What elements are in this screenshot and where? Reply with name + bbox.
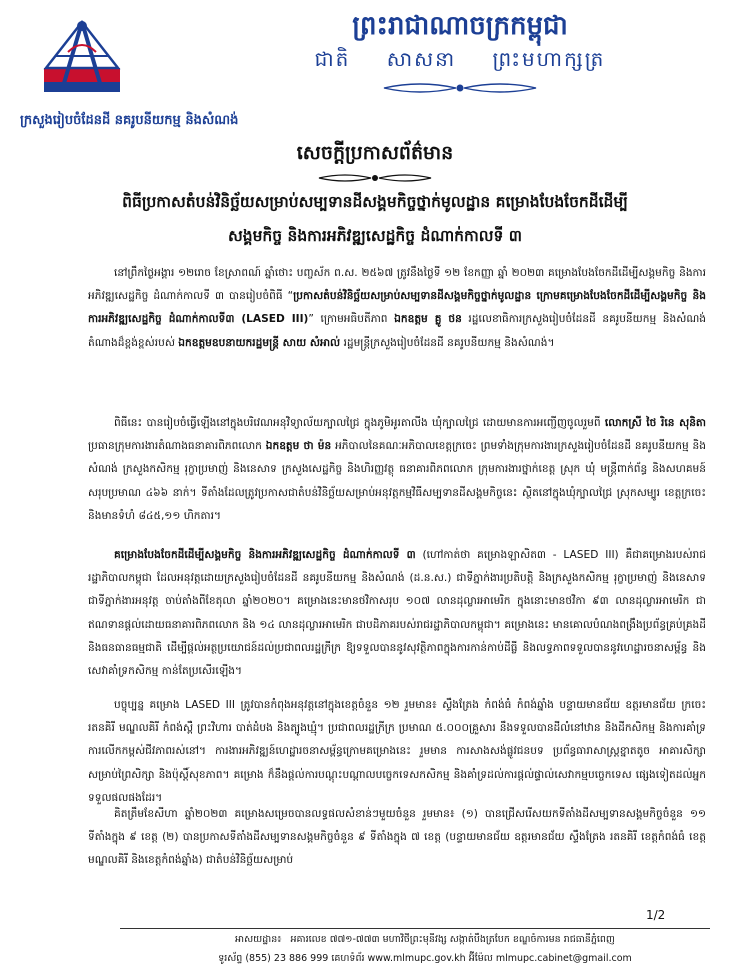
project-name: គម្រោងបែងចែកដីដើម្បីសង្គមកិច្ច និងការអភិវឌ្ឍសេដ្ឋកិច្ច ដំណាក់កាលទី ៣ (114, 549, 416, 561)
paragraph-1-text: នៅព្រឹកថ្ងៃអង្គារ ១២រោច ខែស្រាពណ៍ ឆ្នាំថោះ បញ្ចស័ក ព.ស. ២៥៦៧ ត្រូវនឹងថ្ងៃទី ១២ ខែកញ្ញា ឆ្នាំ ២០២៣ គម្រោងបែងចែកដីដើម្បីសង្គមកិច្ច និងការអភិវឌ្ឍសេដ្ឋកិច្ច ដំណាក់កាលទី ៣ បានរៀបចំពិធី “ (88, 267, 706, 303)
provincial-governor: ឯកឧត្តម ថា ម៉ន (265, 440, 332, 453)
paragraph-1-text: រដ្ឋលេខាធិការក្រសួងរៀបចំដែនដី នគរូបនីយកម្ម និងសំណង់ តំណាងដ៏ខ្ពង់ខ្ពស់របស់ (88, 313, 706, 349)
headline-line-1: ពិធីប្រកាសតំបន់វិនិច្ឆ័យសម្រាប់សម្បទានដីសង្គមកិច្ចថ្នាក់មូលដ្ឋាន គម្រោងបែងចែកដីដើម្បី (122, 193, 628, 211)
paragraph-2-text: ប្រធានក្រុមការងារតំណាងធនាគារពិភពលោក (88, 440, 266, 453)
ministry-name: ក្រសួងរៀបចំដែនដី នគរូបនីយកម្ម និងសំណង់ (20, 113, 239, 128)
ornament-divider-icon (315, 170, 435, 186)
presiding-official: ឯកឧត្តម គ្លូ ថន (394, 313, 462, 326)
paragraph-2-text: អភិបាលនៃគណៈអភិបាលខេត្តក្រចេះ ព្រមទាំងក្រុមការងារក្រសួងរៀបចំដែនដី នគរូបនីយកម្ម និងសំណង់ ក្រសួងកសិកម្ម រុក្ខាប្រមាញ់ និងនេសាទ ក្រសួងសេដ្ឋកិច្ច និងហិរញ្ញវត្ថុ ធនាគារពិភពលោក ក្រុមការងារថ្នាក់ខេត្ត ស្រុក ឃុំ មន្ត្រីពាក់ព័ន្ធ និងសហគមន៍ សរុបប្រមាណ ៤៦៦ នាក់។ ទីតាំងដែលត្រូវប្រកាសជាតំបន់វិនិច្ឆ័យសម្រាប់អនុវត្តកម្មវិធីសម្បទានដីសង្គមកិច្ចនេះ ស្ថិតនៅក្នុងឃុំក្បាលជ្រៃ ស្រុកសម្បូរ ខេត្តក្រចេះ និងមានទំហំ ៨៤៥,១១ ហិកតារ។ (88, 440, 706, 522)
footer-contact: ទូរស័ព្ទ (855) 23 886 999 គេហទំព័រ www.mlmupc.gov.kh អ៊ីម៉ែល mlmupc.cabinet@gmail.com (218, 953, 632, 964)
national-motto (250, 46, 670, 72)
footer-address: អាសយដ្ឋាន៖ ​ ​ ​អគារលេខ ៧៧១-៧៧៣ មហាវិថីព្រះមុនីវង្ស សង្កាត់បឹងត្របែក ខណ្ឌចំការមន រាជធានីភ្នំពេញ (235, 934, 615, 945)
world-bank-lead: លោកស្រី ថៃ រិនេ សុនិតា (604, 417, 707, 429)
headline-line-2: សង្គមកិច្ច និងការអភិវឌ្ឍសេដ្ឋកិច្ច ដំណាក់កាលទី ៣ (227, 227, 523, 245)
paragraph-1-text: រដ្ឋមន្ត្រីក្រសួងរៀបចំដែនដី នគរូបនីយកម្ម និងសំណង់។ (340, 336, 555, 349)
paragraph-2 (88, 412, 706, 528)
motto-king: ព្រះមហាក្សត្រ (492, 47, 606, 71)
paragraph-3 (88, 544, 706, 683)
paragraph-3-text: (ហៅកាត់ថា គម្រោងឡាសិត៣ - LASED III) គឺជាគម្រោងរបស់រាជរដ្ឋាភិបាលកម្ពុជា ដែលអនុវត្តដោយក្រសួងរៀបចំដែនដី នគរូបនីយកម្ម និងសំណង់ (ដ.ន.ស.) ជាទីភ្នាក់ងារប្រតិបត្តិ និងក្រសួងកសិកម្ម រុក្ខាប្រមាញ់ និងនេសាទ ជាទីភ្នាក់ងារអនុវត្ត ចាប់តាំងពីខែតុលា ឆ្នាំ២០២០។ គម្រោងនេះមានថវិកាសរុប ១០៧ លានដុល្លារអាមេរិក ក្នុងនោះមានថវិកា ៩៣ លានដុល្លារអាមេរិក ជាឥណទានផ្តល់ដោយធនាគារពិភពលោក និង ១៤ លានដុល្លារអាមេរិក ជាបដិភាគរបស់រាជរដ្ឋាភិបាលកម្ពុជា។ គម្រោងនេះ មានគោលបំណងពង្រឹងប្រព័ន្ធគ្រប់គ្រងដី និងធនធានធម្មជាតិ ដើម្បីផ្តល់អត្ថប្រយោជន៍ដល់ប្រជាពលរដ្ឋក្រីក្រ ឱ្យទទួលបាននូវសុវត្ថិភាពក្នុងការកាន់កាប់ដីធ្លី និងលទ្ធភាពទទួលបាននូវហេដ្ឋារចនាសម្ព័ន្ធ និងសេវាគាំទ្រកសិកម្ម កាន់តែប្រសើរឡើង។ (88, 549, 706, 678)
motto-religion: សាសនា (386, 47, 457, 71)
kingdom-name: ព្រះរាជាណាចក្រកម្ពុជា (352, 11, 568, 41)
paragraph-2-text: ពិធីនេះ បានរៀបចំធ្វើឡើងនៅក្នុងបរិវេណអនុវិទ្យាល័យក្បាលជ្រៃ ក្នុងភូមិអូរតាលីង ឃុំក្បាលជ្រៃ ដោយមានការអញ្ជើញចូលរួមពី (114, 417, 605, 429)
deputy-prime-minister: ឯកឧត្តមឧបនាយករដ្ឋមន្ត្រី សាយ សំអាល់ (178, 336, 341, 349)
paragraph-1 (88, 262, 706, 355)
ministry-logo-icon (38, 12, 126, 100)
paragraph-1-text: ” ក្រោមអធិបតីភាព (308, 313, 395, 326)
ceremony-name: ប្រកាសតំបន់វិនិច្ឆ័យសម្រាប់សម្បទានដីសង្គមកិច្ចថ្នាក់មូលដ្ឋាន ក្រោមគម្រោងបែងចែកដីដើម្បីសង្គមកិច្ច និងការអភិវឌ្ឍសេដ្ឋកិច្ច ដំណាក់កាលទី៣ (LASED III) (88, 290, 706, 326)
document-title: សេចក្តីប្រកាសព័ត៌មាន (296, 142, 454, 164)
motto-nation: ជាតិ (314, 47, 351, 71)
paragraph-4: បច្ចុប្បន្ន គម្រោង LASED III ត្រូវបានកំពុងអនុវត្តនៅក្នុងខេត្តចំនួន ១២ រួមមាន៖ ស្ទឹងត្រែង កំពង់ធំ កំពង់ឆ្នាំង បន្ទាយមានជ័យ ឧត្តរមានជ័យ ក្រចេះ រតនគិរី មណ្ឌលគិរី កំពង់ស្ពឺ ព្រះវិហារ បាត់ដំបង និងត្បូងឃ្មុំ។ ប្រជាពលរដ្ឋក្រីក្រ ប្រមាណ ៥.០០០គ្រួសារ នឹងទទួលបានដីលំនៅឋាន និងដីកសិកម្ម និងការគាំទ្រការលើកកម្ពស់ជីវភាពរស់នៅ។ ការងារអភិវឌ្ឍន៍ហេដ្ឋារចនាសម្ព័ន្ធក្រោមគម្រោងនេះ រួមមាន ការសាងសង់ផ្លូវជនបទ ប្រព័ន្ធធារាសាស្ត្រខ្នាតតូច អាគារសិក្សាសម្រាប់ព្រៃសិក្សា និងប៉ុស្តិ៍សុខភាព។ គម្រោង ក៏នឹងផ្តល់ការបណ្តុះបណ្តាលបច្ចេកទេសកសិកម្ម និងគាំទ្រដល់ការផ្តល់ផ្ទាល់សេវាកម្មបច្ចេកទេស ផ្សេងទៀតដល់អ្នកទទួលផលផងដែរ។ (88, 699, 706, 804)
paragraph-5: គិតត្រឹមខែសីហា ឆ្នាំ២០២៣ គម្រោងសម្រេចបានលទ្ធផលសំខាន់ៗមួយចំនួន រួមមាន៖ (១) បានជ្រើសរើសយកទីតាំងដីសម្បទានសង្គមកិច្ចចំនួន ១១ ទីតាំងក្នុង ៩ ខេត្ត (២) បានប្រកាសទីតាំងដីសម្បទានសង្គមកិច្ចចំនួន ៩ ទីតាំងក្នុង ៧ ខេត្ត (បន្ទាយមានជ័យ ឧត្តរមានជ័យ ស្ទឹងត្រែង រតនគិរី ខេត្តកំពង់ធំ ខេត្តមណ្ឌលគិរី និងខេត្តកំពង់ឆ្នាំង) ជាតំបន់វិនិច្ឆ័យសម្រាប់ (88, 808, 706, 867)
footer-divider (120, 928, 710, 929)
ornament-divider-icon (380, 80, 540, 96)
page-number: 1/2 (646, 908, 666, 922)
